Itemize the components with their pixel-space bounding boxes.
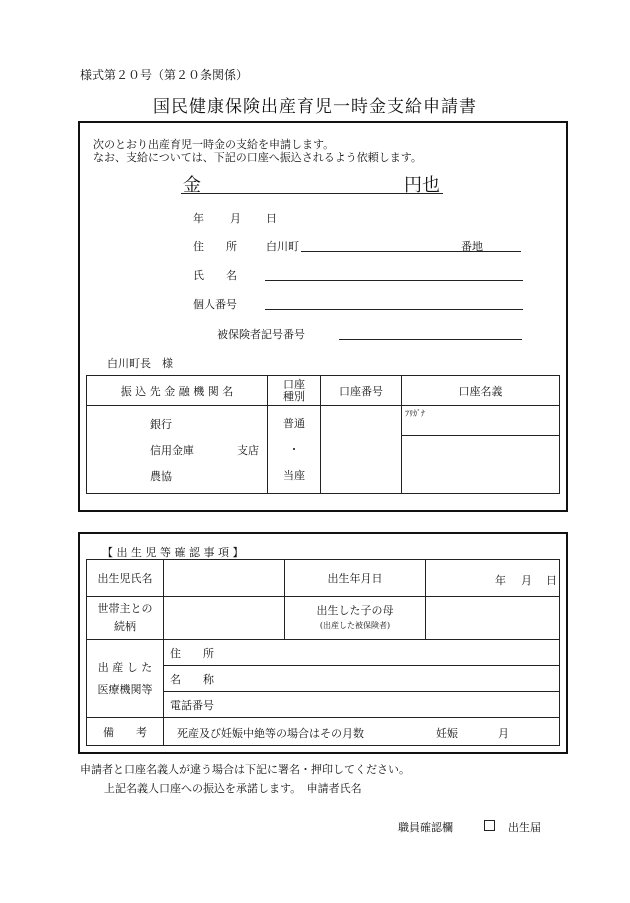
account-holder-header: 口座名義 [402, 376, 560, 406]
date-month-label: 月 [230, 212, 241, 225]
account-type-cell[interactable] [268, 406, 321, 494]
child-name-field[interactable] [164, 560, 285, 597]
consent-text: 上記名義人口座への振込を承諾します。 申請者氏名 [104, 782, 362, 795]
personal-number-field[interactable] [265, 309, 523, 310]
address-town: 白川町 [266, 240, 299, 253]
type-futsu: 普通 [283, 416, 305, 430]
facility-phone-row[interactable]: 電話番号 [164, 692, 560, 718]
form-number: 様式第２０号（第２０条関係） [80, 68, 249, 82]
facility-address-row[interactable]: 住 所 [164, 640, 560, 666]
child-name-label: 出生児氏名 [87, 560, 164, 597]
personal-number-label: 個人番号 [193, 298, 237, 311]
account-number-header: 口座番号 [321, 376, 402, 406]
institution-cell[interactable] [87, 406, 268, 494]
footer-note: 申請者と口座名義人が違う場合は下記に署名・押印してください。 [80, 763, 410, 776]
page-title: 国民健康保険出産育児一時金支給申請書 [153, 97, 477, 117]
relation-field[interactable] [164, 597, 285, 640]
address-label: 住 所 [193, 240, 237, 253]
amount-field[interactable] [181, 193, 443, 194]
furigana-cell[interactable] [402, 406, 560, 436]
institution-header: 振 込 先 金 融 機 関 名 [87, 376, 268, 406]
mother-field[interactable] [426, 597, 560, 640]
request-line-1: 次のとおり出産育児一時金の支給を申請します。 [93, 138, 335, 151]
account-type-header: 口座 種別 [268, 376, 321, 406]
account-holder-cell[interactable] [402, 436, 560, 494]
remarks-field[interactable]: 死産及び妊娠中絶等の場合はその月数 妊娠 月 [164, 718, 560, 746]
mother-label: 出生した子の母 (出産した被保険者) [285, 597, 426, 640]
nokyo-option: 農協 [150, 470, 172, 483]
birth-section-heading: 【 出 生 児 等 確 認 事 項 】 [102, 546, 244, 559]
name-field[interactable] [265, 280, 523, 281]
birth-notice-label: 出生届 [508, 821, 541, 834]
address-field[interactable] [301, 251, 521, 252]
remarks-label: 備 考 [87, 718, 164, 746]
name-label: 氏 名 [193, 269, 237, 282]
branch-label: 支店 [237, 444, 259, 457]
addressee: 白川町長 様 [107, 357, 173, 370]
bank-table [86, 375, 560, 494]
insured-number-field[interactable] [339, 339, 522, 340]
date-day-label: 日 [266, 212, 277, 225]
staff-check-label: 職員確認欄 [398, 821, 453, 834]
shinkin-option: 信用金庫 [150, 444, 194, 457]
address-banchi: 番地 [461, 240, 483, 253]
relation-label: 世帯主との 続柄 [87, 597, 164, 640]
insured-number-label: 被保険者記号番号 [217, 328, 305, 341]
date-year-label: 年 [193, 212, 204, 225]
bank-option: 銀行 [150, 418, 172, 431]
facility-label: 出 産 し た 医療機関等 [87, 640, 164, 718]
birth-notice-checkbox[interactable] [484, 820, 495, 831]
type-dot: ・ [288, 442, 300, 456]
request-line-2: なお、支給については、下記の口座へ振込されるよう依頼します。 [93, 151, 422, 164]
birth-table [86, 559, 560, 746]
account-number-cell[interactable] [321, 406, 402, 494]
amount-suffix: 円也 [404, 175, 440, 196]
amount-prefix: 金 [183, 175, 201, 196]
birth-date-label: 出生年月日 [285, 560, 426, 597]
furigana-label: ﾌﾘｶﾞﾅ [405, 409, 425, 418]
facility-name-row[interactable]: 名 称 [164, 666, 560, 692]
birth-date-field[interactable]: 年 月 日 [426, 560, 560, 597]
type-toza: 当座 [283, 468, 305, 482]
